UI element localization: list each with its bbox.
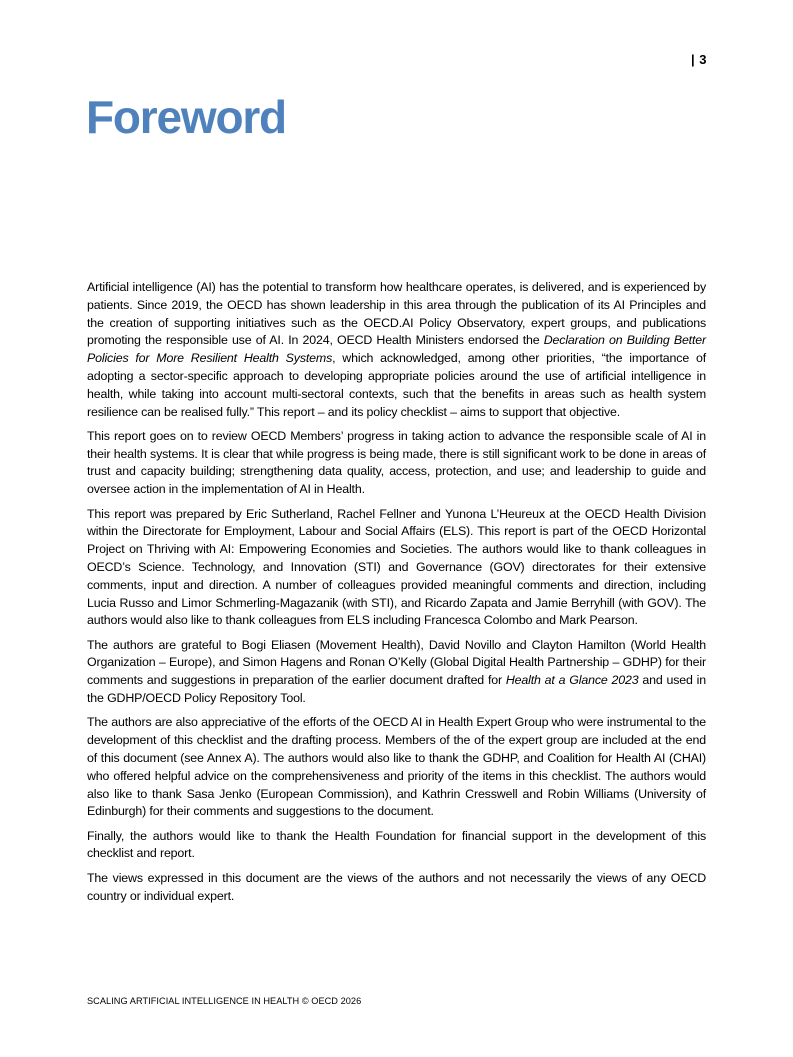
paragraph-gratitude bbox=[87, 637, 706, 708]
paragraph-disclaimer: The views expressed in this document are the views of the authors and not necessarily the views of any OECD country or individual expert. bbox=[87, 870, 706, 903]
page-number: | 3 bbox=[691, 52, 707, 67]
paragraph-text: , which acknowledged, among other priorities, “the importance of adopting a sector-specific approach to developing appropriate policies around the use of artificial intelligence in health, while taking into account multi-sectoral contexts, such that the benefits in areas such as health system resilience can be realised fully.” This report – and its policy checklist – aims to support that objective. bbox=[87, 351, 706, 419]
paragraph-text: and used in the GDHP/OECD Policy Repository Tool. bbox=[87, 673, 706, 706]
paragraph-progress: This report goes on to review OECD Members’ progress in taking action to advance the responsible scale of AI in their health systems. It is clear that while progress is being made, there is still significant work to be done in areas of trust and capacity building; strengthening data quality, access, protection, and use; and leadership to guide and oversee action in the implementation of AI in Health. bbox=[87, 428, 706, 497]
page-footer: SCALING ARTIFICIAL INTELLIGENCE IN HEALTH © OECD 2026 bbox=[87, 996, 362, 1006]
paragraph-authors: This report was prepared by Eric Sutherland, Rachel Fellner and Yunona L’Heureux at the OECD Health Division within the Directorate for Employment, Labour and Social Affairs (ELS). This report is part of the OECD Horizontal Project on Thriving with AI: Empowering Economies and Societies. The authors would like to thank colleagues in OECD’s Science. Technology, and Innovation (STI) and Governance (GOV) directorates for their extensive comments, input and direction. A number of colleagues provided meaningful comments and direction, including Lucia Russo and Limor Schmerling-Magazanik (with STI), and Ricardo Zapata and Jamie Berryhill (with GOV). The authors would also like to thank colleagues from ELS including Francesca Colombo and Mark Pearson. bbox=[87, 506, 706, 628]
body-text bbox=[87, 279, 706, 912]
publication-title: Health at a Glance 2023 bbox=[505, 673, 639, 688]
paragraph-intro bbox=[87, 279, 706, 421]
paragraph-text: The authors are grateful to Bogi Eliasen (Movement Health), David Novillo and Clayton Hamilton (World Health Organization – Europe), and Simon Hagens and Ronan O’Kelly (Global Digital Health Partnership – GDHP) for their comments and suggestions in preparation of the earlier document drafted for bbox=[87, 637, 706, 688]
paragraph-text: Artificial intelligence (AI) has the potential to transform how healthcare operates, is delivered, and is experienced by patients. Since 2019, the OECD has shown leadership in this area through the publication of its AI Principles and the creation of supporting initiatives such as the OECD.AI Policy Observatory, expert groups, and publications promoting the responsible use of AI. In 2024, OECD Health Ministers endorsed the bbox=[87, 280, 706, 348]
paragraph-funding: Finally, the authors would like to thank the Health Foundation for financial support in the development of this checklist and report. bbox=[87, 828, 706, 861]
paragraph-expert-group: The authors are also appreciative of the efforts of the OECD AI in Health Expert Group who were instrumental to the development of this checklist and the drafting process. Members of the of the expert group are included at the end of this document (see Annex A). The authors would also like to thank the GDHP, and Coalition for Health AI (CHAI) who offered helpful advice on the comprehensiveness and priority of the items in this checklist. The authors would also like to thank Sasa Jenko (European Commission), and Kathrin Cresswell and Robin Williams (University of Edinburgh) for their comments and suggestions to the document. bbox=[87, 715, 706, 819]
declaration-title: Declaration on Building Better Policies for More Resilient Health Systems bbox=[87, 333, 706, 366]
page-title: Foreword bbox=[86, 91, 286, 143]
